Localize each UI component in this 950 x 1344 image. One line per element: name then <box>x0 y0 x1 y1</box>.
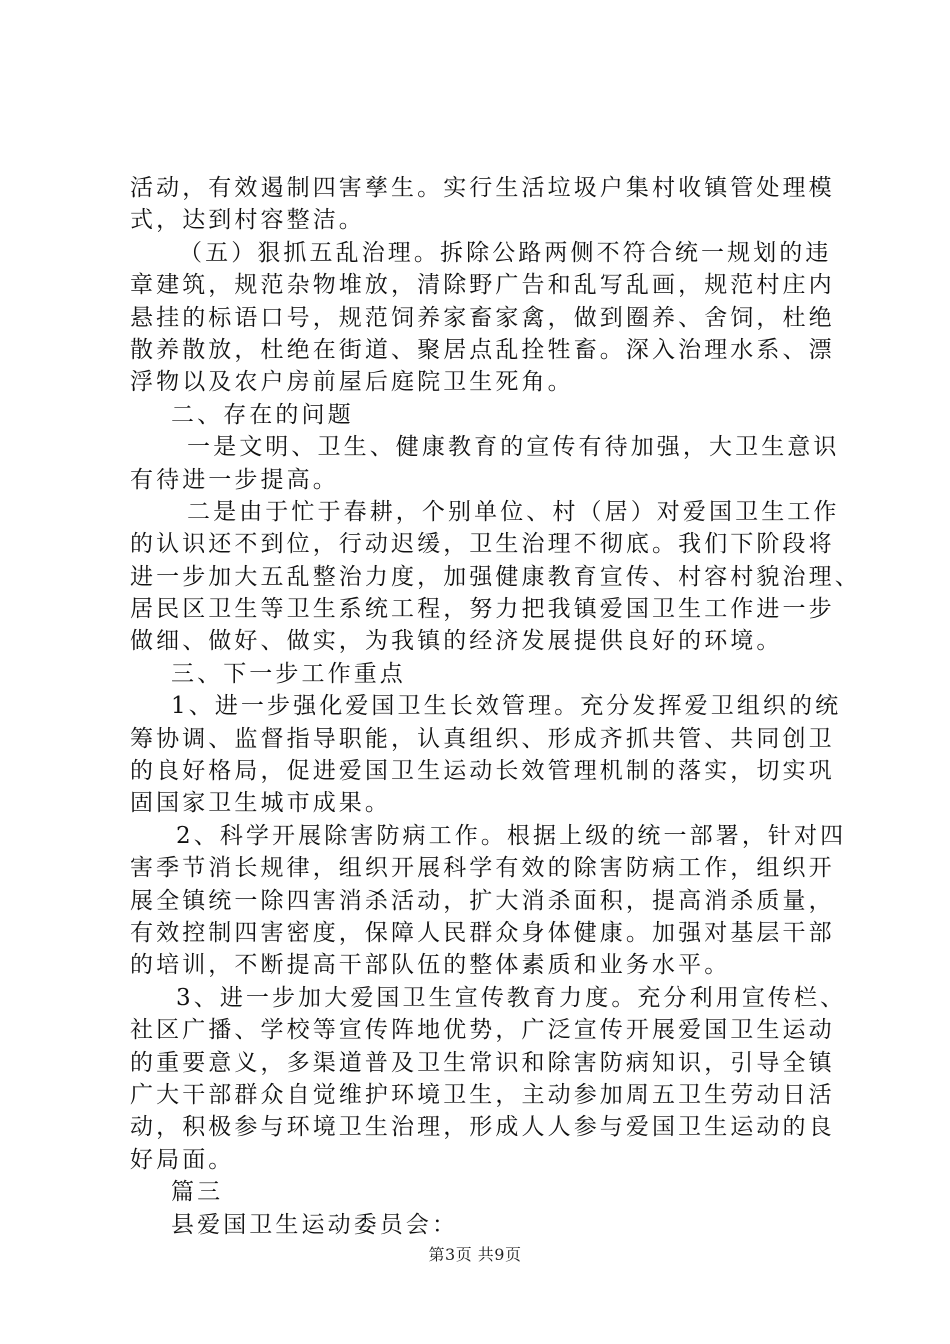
text-line: 广大干部群众自觉维护环境卫生，主动参加周五卫生劳动日活 <box>130 1081 835 1108</box>
text-line: 有待进一步提高。 <box>130 466 339 493</box>
text-line: 的重要意义，多渠道普及卫生常识和除害防病知识，引导全镇 <box>130 1049 835 1076</box>
text-line: 活动，有效遏制四害孳生。实行生活垃圾户集村收镇管处理模 <box>130 175 835 201</box>
text-line: 一是文明、卫生、健康教育的宣传有待加强，大卫生意识 <box>187 434 840 461</box>
text-line: 浮物以及农户房前屋后庭院卫生死角。 <box>130 369 574 396</box>
text-line: 1、进一步强化爱国卫生长效管理。充分发挥爱卫组织的统 <box>171 693 842 720</box>
text-line: 二是由于忙于春耕，个别单位、村（居）对爱国卫生工作 <box>187 498 840 525</box>
document-body <box>130 172 870 1241</box>
text-line: 3、进一步加大爱国卫生宣传教育力度。充分利用宣传栏、 <box>176 984 847 1011</box>
text-line: 章建筑，规范杂物堆放，清除野广告和乱写乱画，规范村庄内 <box>130 272 835 299</box>
text-line: 县爱国卫生运动委员会： <box>171 1211 459 1238</box>
text-line: 2、科学开展除害防病工作。根据上级的统一部署，针对四 <box>176 822 847 849</box>
text-line: 社区广播、学校等宣传阵地优势，广泛宣传开展爱国卫生运动 <box>130 1017 835 1044</box>
text-line: 有效控制四害密度，保障人民群众身体健康。加强对基层干部 <box>130 919 835 946</box>
section-heading: 三、下一步工作重点 <box>171 660 406 687</box>
text-line: 进一步加大五乱整治力度，加强健康教育宣传、村容村貌治理、 <box>130 563 861 590</box>
text-line: 散养散放，杜绝在街道、聚居点乱拴牲畜。深入治理水系、漂 <box>130 336 835 363</box>
text-line: 的良好格局，促进爱国卫生运动长效管理机制的落实，切实巩 <box>130 758 835 785</box>
section-heading: 篇三 <box>171 1179 224 1206</box>
text-line: 好局面。 <box>130 1146 235 1173</box>
text-line: 动，积极参与环境卫生治理，形成人人参与爱国卫生运动的良 <box>130 1114 835 1141</box>
text-line: 害季节消长规律，组织开展科学有效的除害防病工作，组织开 <box>130 855 835 882</box>
text-line: 的培训，不断提高干部队伍的整体素质和业务水平。 <box>130 952 731 979</box>
text-line: （五）狠抓五乱治理。拆除公路两侧不符合统一规划的违 <box>179 239 832 266</box>
text-line: 的认识还不到位，行动迟缓，卫生治理不彻底。我们下阶段将 <box>130 531 835 558</box>
text-line: 悬挂的标语口号，规范饲养家畜家禽，做到圈养、舍饲，杜绝 <box>130 304 835 331</box>
text-line: 做细、做好、做实，为我镇的经济发展提供良好的环境。 <box>130 628 783 655</box>
text-line: 居民区卫生等卫生系统工程，努力把我镇爱国卫生工作进一步 <box>130 596 835 623</box>
text-line: 筹协调、监督指导职能，认真组织、形成齐抓共管、共同创卫 <box>130 725 835 752</box>
text-line: 固国家卫生城市成果。 <box>130 790 391 817</box>
text-line: 式，达到村容整洁。 <box>130 207 365 234</box>
section-heading: 二、存在的问题 <box>171 401 354 428</box>
text-line: 展全镇统一除四害消杀活动，扩大消杀面积，提高消杀质量， <box>130 887 835 914</box>
page-number-footer: 第3页 共9页 <box>428 1245 522 1264</box>
